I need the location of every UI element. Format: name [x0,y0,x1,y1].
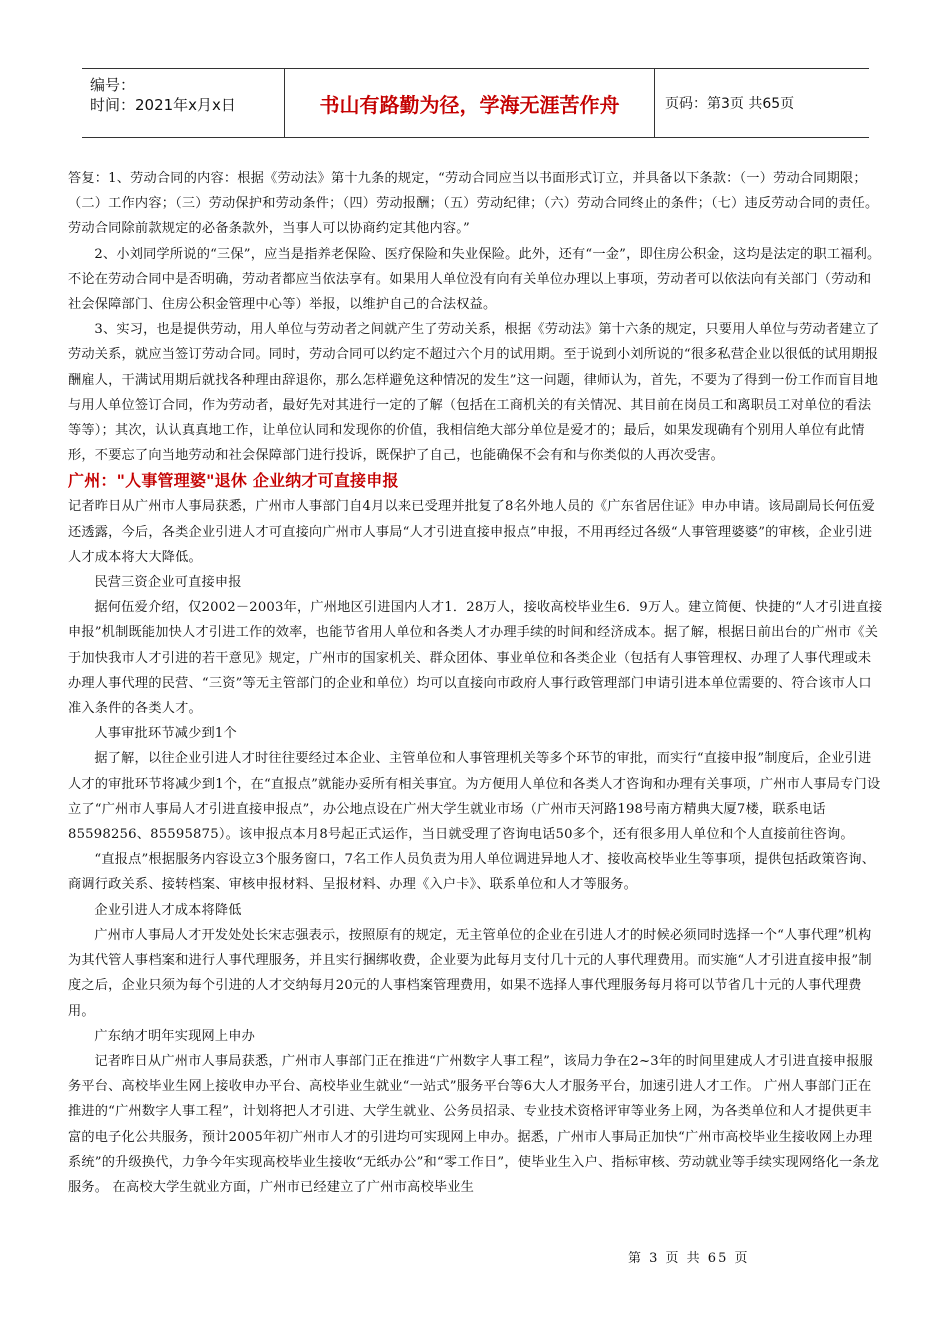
section-heading-4: 广东纳才明年实现网上申办 [94,1028,256,1044]
article-lead: 记者昨日从广州市人事局获悉，广州市人事部门自4月以来已受理并批复了8名外地人员的《广东省居住证》申办申请。该局副局长何伍爱还透露，今后，各类企业引进人才可直接向广州市人事局“人才引进直接申报点”申报，不用再经过各级“人事管理婆婆”的审核，企业引进人才成本将大大降低。 [68,499,876,565]
header-page-info: 页码：第3页 共65页 [665,96,795,112]
page-footer: 第 3 页 共 65 页 [628,1251,750,1266]
section-2-paragraph-2: “直报点”根据服务内容设立3个服务窗口，7名工作人员负责为用人单位调进异地人才、接收高校毕业生等事项，提供包括政策咨询、商调行政关系、接转档案、审核申报材料、呈报材料、办理《入户卡》、联系单位和人才等服务。 [68,852,876,893]
answer-paragraph-2: 2、小刘同学所说的“三保”，应当是指养老保险、医疗保险和失业保险。此外，还有“一金”，即住房公积金，这均是法定的职工福利。不论在劳动合同中是否明确，劳动者都应当依法享有。如果用人单位没有向有关单位办理以上事项，劳动者可以依法向有关部门（劳动和社会保障部门、住房公积金管理中心等）举报，以维护自己的合法权益。 [68,246,881,313]
section-4-paragraph: 记者昨日从广州市人事局获悉，广州市人事部门正在推进“广州数字人事工程”，该局力争在2~3年的时间里建成人才引进直接申报服务平台、高校毕业生网上接收申办平台、高校毕业生就业“一站式”服务平台等6大人才服务平台，加速引进人才工作。 广州人事部门正在推进的“广州数字人事工程”，计划将把人才引进、大学生就业、公务员招录、专业技术资格评审等业务上网，为各类单位和人才提供更丰富的电子化公共服务，预计2005年初广州市人才的引进均可实现网上申办。据悉，广州市人事局正加快“广州市高校毕业生接收网上办理系统”的升级换代，力争今年实现高校毕业生接收“无纸办公”和“零工作日”，使毕业生入户、指标审核、劳动就业等手续实现网络化一条龙服务。 在高校大学生就业方面，广州市已经建立了广州市高校毕业生 [68,1053,880,1195]
body-content [68,166,884,1200]
section-heading-2: 人事审批环节减少到1个 [94,726,237,742]
answer-paragraph-3: 3、实习，也是提供劳动，用人单位与劳动者之间就产生了劳动关系，根据《劳动法》第十六条的规定，只要用人单位与劳动者建立了劳动关系，就应当签订劳动合同。同时，劳动合同可以约定不超过六个月的试用期。至于说到小刘所说的“很多私营企业以很低的试用期报酬雇人，干满试用期后就找各种理由辞退你，那么怎样避免这种情况的发生”这一问题，律师认为，首先，不要为了得到一份工作而盲目地与用人单位签订合同，作为劳动者，最好先对其进行一定的了解（包括在工商机关的有关情况、其目前在岗员工和离职员工对单位的看法等等）；其次，认认真真地工作，让单位认同和发现你的价值，我相信绝大部分单位是爱才的；最后，如果发现确有个别用人单位有此情形，不要忘了向当地劳动和社会保障部门进行投诉，既保护了自己，也能确保不会有和与你类似的人再次受害。 [68,322,880,464]
section-heading-3: 企业引进人才成本将降低 [94,902,242,918]
document-date: 时间：2021年x月x日 [90,96,236,114]
answer-paragraph-1: 答复：1、劳动合同的内容：根据《劳动法》第十九条的规定，“劳动合同应当以书面形式订立，并具备以下条款：（一）劳动合同期限；（二）工作内容；（三）劳动保护和劳动条件；（四）劳动报酬；（五）劳动纪律；（六）劳动合同终止的条件；（七）违反劳动合同的责任。劳动合同除前款规定的必备条款外，当事人可以协商约定其他内容。” [68,171,879,237]
section-3-paragraph: 广州市人事局人才开发处处长宋志强表示，按照原有的规定，无主管单位的企业在引进人才的时候必须同时选择一个“人事代理”机构为其代管人事档案和进行人事代理服务，并且实行捆绑收费，企业要为此每月支付几十元的人事代理费用。而实施“人才引进直接申报”制度之后，企业只须为每个引进的人才交纳每月20元的人事档案管理费用，如果不选择人事代理服务每月将可以节省几十元的人事代理费用。 [68,927,872,1019]
section-1-paragraph: 据何伍爱介绍，仅2002－2003年，广州地区引进国内人才1．28万人，接收高校毕业生6．9万人。建立简便、快捷的“人才引进直接申报”机制既能加快人才引进工作的效率，也能节省用人单位和各类人才办理手续的时间和经济成本。据了解，根据日前出台的广州市《关于加快我市人才引进的若干意见》规定，广州市的国家机关、群众团体、事业单位和各类企业（包括有人事管理权、办理了人事代理或未办理人事代理的民营、“三资”等无主管部门的企业和单位）均可以直接向市政府人事行政管理部门申请引进本单位需要的、符合该市人口准入条件的各类人才。 [68,600,883,717]
header-meta-cell [82,69,285,137]
section-heading-1: 民营三资企业可直接申报 [94,575,242,591]
header-motto: 书山有路勤为径，学海无涯苦作舟 [285,69,655,137]
article-title: 广州："人事管理婆"退休 企业纳才可直接申报 [68,471,399,491]
section-2-paragraph-1: 据了解，以往企业引进人才时往往要经过本企业、主管单位和人事管理机关等多个环节的审批，而实行“直接申报”制度后，企业引进人才的审批环节将减少到1个，在“直报点”就能办妥所有相关事宜。为方便用人单位和各类人才咨询和办理有关事项，广州市人事局专门设立了“广州市人事局人才引进直接申报点”，办公地点设在广州大学生就业市场（广州市天河路198号南方精典大厦7楼，联系电话 85598256、85595875）。该申报点本月8号起正式运作，当日就受理了咨询电话50多个，还有很多用人单位和个人直接前往咨询。 [68,751,881,843]
document-number-label: 编号： [90,76,136,94]
header-table [82,68,869,138]
